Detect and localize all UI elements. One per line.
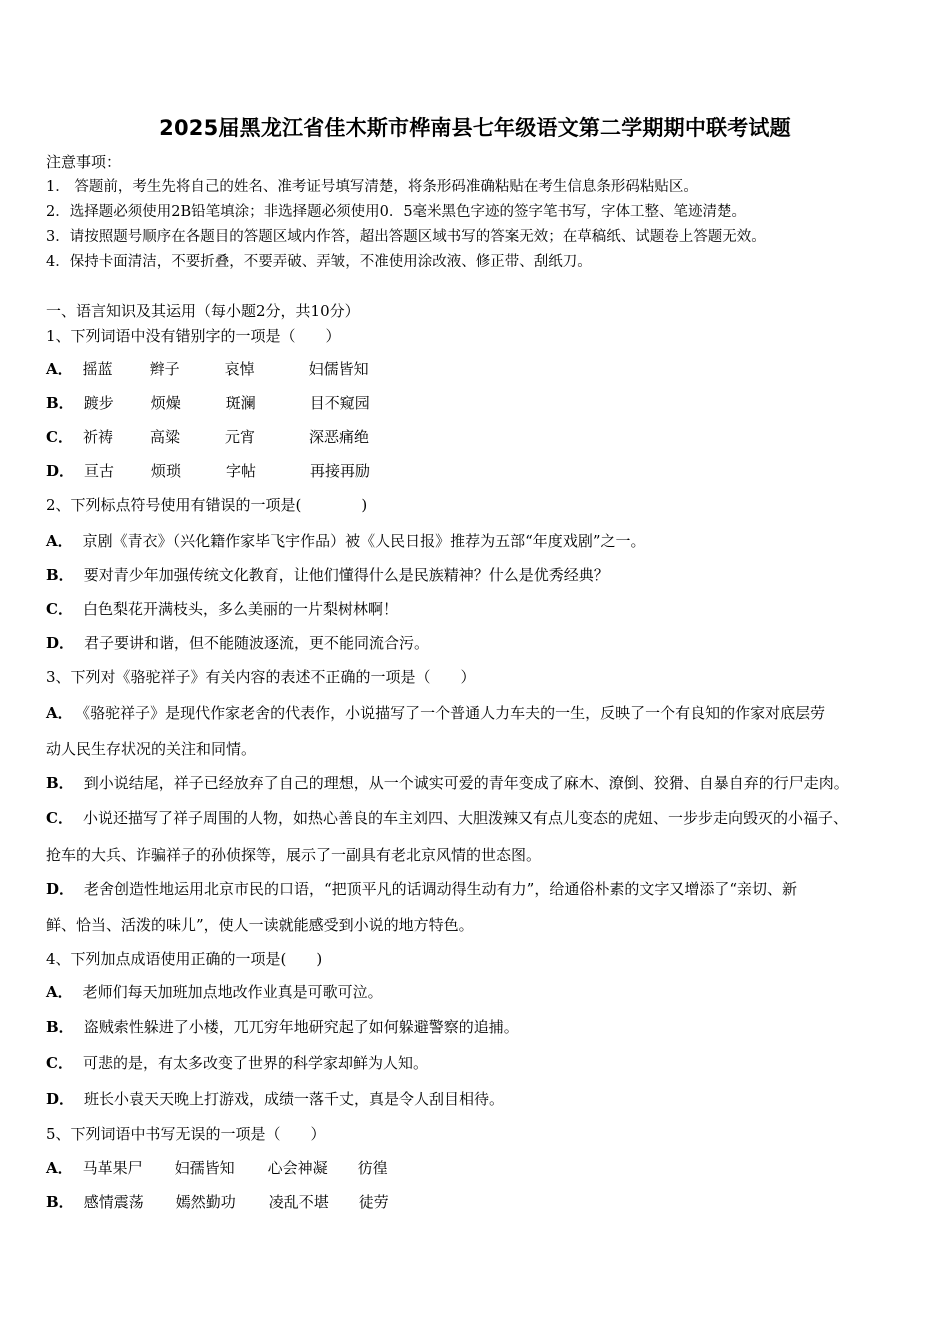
q3-option-c xyxy=(46,808,848,828)
q3-option-b xyxy=(46,773,849,793)
option-label: A． xyxy=(46,983,73,1001)
option-label: A． xyxy=(46,1159,73,1177)
question-2-stem: 2、下列标点符号使用有错误的一项是( ) xyxy=(46,496,368,514)
option-word: 祈祷 xyxy=(82,428,113,446)
notice-item: 4．保持卡面清洁，不要折叠，不要弄破、弄皱，不准使用涂改液、修正带、刮纸刀。 xyxy=(46,254,592,270)
q2-option-a xyxy=(46,531,645,551)
option-text: 要对青少年加强传统文化教育，让他们懂得什么是民族精神？什么是优秀经典？ xyxy=(83,566,609,584)
option-text: 老师们每天加班加点地改作业真是可歌可泣。 xyxy=(82,983,383,1001)
option-label: B． xyxy=(46,1018,74,1036)
option-word: 彷徨 xyxy=(357,1159,388,1177)
option-text: 京剧《青衣》（兴化籍作家毕飞宇作品）被《人民日报》推荐为五部“年度戏剧”之一。 xyxy=(82,532,646,550)
option-label: D． xyxy=(46,880,75,898)
option-word: 字帖 xyxy=(226,462,257,480)
q4-option-a xyxy=(46,982,383,1002)
option-label: A． xyxy=(46,532,73,550)
option-word: 妇孺皆知 xyxy=(174,1159,235,1177)
option-text: 君子要讲和谐，但不能随波逐流，更不能同流合污。 xyxy=(84,634,430,652)
option-label: C． xyxy=(46,809,73,827)
notice-item: 3．请按照题号顺序在各题目的答题区域内作答，超出答题区域书写的答案无效；在草稿纸、试题卷上答题无效。 xyxy=(46,229,766,245)
option-word: 摇蓝 xyxy=(82,360,113,378)
option-word: 斑澜 xyxy=(225,394,256,412)
question-4-stem: 4、下列加点成语使用正确的一项是( ) xyxy=(46,950,323,968)
q3-option-c-cont: 抢车的大兵、诈骗祥子的孙侦探等，展示了一副具有老北京风情的世态图。 xyxy=(46,846,542,864)
option-label: B． xyxy=(46,774,74,792)
option-word: 马革果尸 xyxy=(82,1159,143,1177)
q4-option-c xyxy=(46,1053,428,1073)
question-5-stem: 5、下列词语中书写无误的一项是（ ） xyxy=(46,1125,326,1143)
option-word: 元宵 xyxy=(224,428,255,446)
question-1-stem: 1、下列词语中没有错别字的一项是（ ） xyxy=(46,327,341,345)
option-label: C． xyxy=(46,428,73,446)
q4-option-b xyxy=(46,1017,519,1037)
option-word: 心会神凝 xyxy=(267,1159,328,1177)
option-text: 小说还描写了祥子周围的人物，如热心善良的车主刘四、大胆泼辣又有点儿变态的虎妞、一步步走向毁灭的小福子、 xyxy=(82,809,848,827)
q1-option-a xyxy=(46,359,369,379)
q2-option-c xyxy=(46,599,398,619)
notice-item: 2．选择题必须使用2B铅笔填涂；非选择题必须使用0．5毫米黑色字迹的签字笔书写，字体工整、笔迹清楚。 xyxy=(46,204,747,220)
option-label: C． xyxy=(46,1054,73,1072)
option-label: D． xyxy=(46,1090,75,1108)
q3-option-a xyxy=(46,703,825,723)
q5-option-b xyxy=(46,1192,389,1212)
option-text: 白色梨花开满枝头，多么美丽的一片梨树林啊！ xyxy=(82,600,398,618)
q3-option-d-cont: 鲜、恰当、活泼的味儿”，使人一读就能感受到小说的地方特色。 xyxy=(46,916,474,934)
option-word: 高粱 xyxy=(149,428,180,446)
option-label: B． xyxy=(46,566,74,584)
q4-option-d xyxy=(46,1089,504,1109)
notice-heading: 注意事项： xyxy=(46,153,122,171)
option-word: 凌乱不堪 xyxy=(268,1193,329,1211)
option-label: A． xyxy=(46,360,73,378)
option-label: B． xyxy=(46,394,74,412)
q3-option-a-cont: 动人民生存状况的关注和同情。 xyxy=(46,740,257,758)
option-word: 烦琐 xyxy=(151,462,182,480)
option-word: 目不窥园 xyxy=(309,394,370,412)
option-word: 亘古 xyxy=(84,462,115,480)
section-heading: 一、语言知识及其运用（每小题2分，共10分） xyxy=(46,302,360,320)
q5-option-a xyxy=(46,1158,388,1178)
q3-option-d xyxy=(46,879,797,899)
option-text: 可悲的是，有太多改变了世界的科学家却鲜为人知。 xyxy=(82,1054,428,1072)
option-word: 深恶痛绝 xyxy=(308,428,369,446)
option-text: 《骆驼祥子》是现代作家老舍的代表作，小说描写了一个普通人力车夫的一生，反映了一个有良知的作家对底层劳 xyxy=(82,704,826,722)
option-label: D． xyxy=(46,634,75,652)
option-word: 踱步 xyxy=(83,394,114,412)
option-word: 感情震荡 xyxy=(83,1193,144,1211)
question-3-stem: 3、下列对《骆驼祥子》有关内容的表述不正确的一项是（ ） xyxy=(46,668,476,686)
option-text: 到小说结尾，祥子已经放弃了自己的理想，从一个诚实可爱的青年变成了麻木、潦倒、狡猾、自暴自弃的行尸走肉。 xyxy=(83,774,849,792)
option-label: C． xyxy=(46,600,73,618)
q1-option-c xyxy=(46,427,369,447)
option-text: 盗贼索性躲进了小楼，兀兀穷年地研究起了如何躲避警察的追捕。 xyxy=(83,1018,519,1036)
q2-option-b xyxy=(46,565,609,585)
option-label: B． xyxy=(46,1193,74,1211)
option-text: 班长小袁天天晚上打游戏，成绩一落千丈，真是令人刮目相待。 xyxy=(84,1090,505,1108)
option-label: A． xyxy=(46,704,73,722)
option-word: 辫子 xyxy=(149,360,180,378)
page-title: 2025届黑龙江省佳木斯市桦南县七年级语文第二学期期中联考试题 xyxy=(159,116,791,140)
option-label: D． xyxy=(46,462,75,480)
option-word: 再接再励 xyxy=(310,462,371,480)
option-word: 妇儒皆知 xyxy=(308,360,369,378)
option-word: 嫣然勤功 xyxy=(175,1193,236,1211)
q2-option-d xyxy=(46,633,429,653)
option-word: 烦燥 xyxy=(150,394,181,412)
option-text: 老舍创造性地运用北京市民的口语，“把顶平凡的话调动得生动有力”，给通俗朴素的文字又增添了“亲切、新 xyxy=(84,880,798,898)
option-word: 徒劳 xyxy=(358,1193,389,1211)
q1-option-b xyxy=(46,393,370,413)
notice-item: 1． 答题前，考生先将自己的姓名、准考证号填写清楚，将条形码准确粘贴在考生信息条形码粘贴区。 xyxy=(46,179,698,195)
option-word: 哀悼 xyxy=(224,360,255,378)
q1-option-d xyxy=(46,461,370,481)
